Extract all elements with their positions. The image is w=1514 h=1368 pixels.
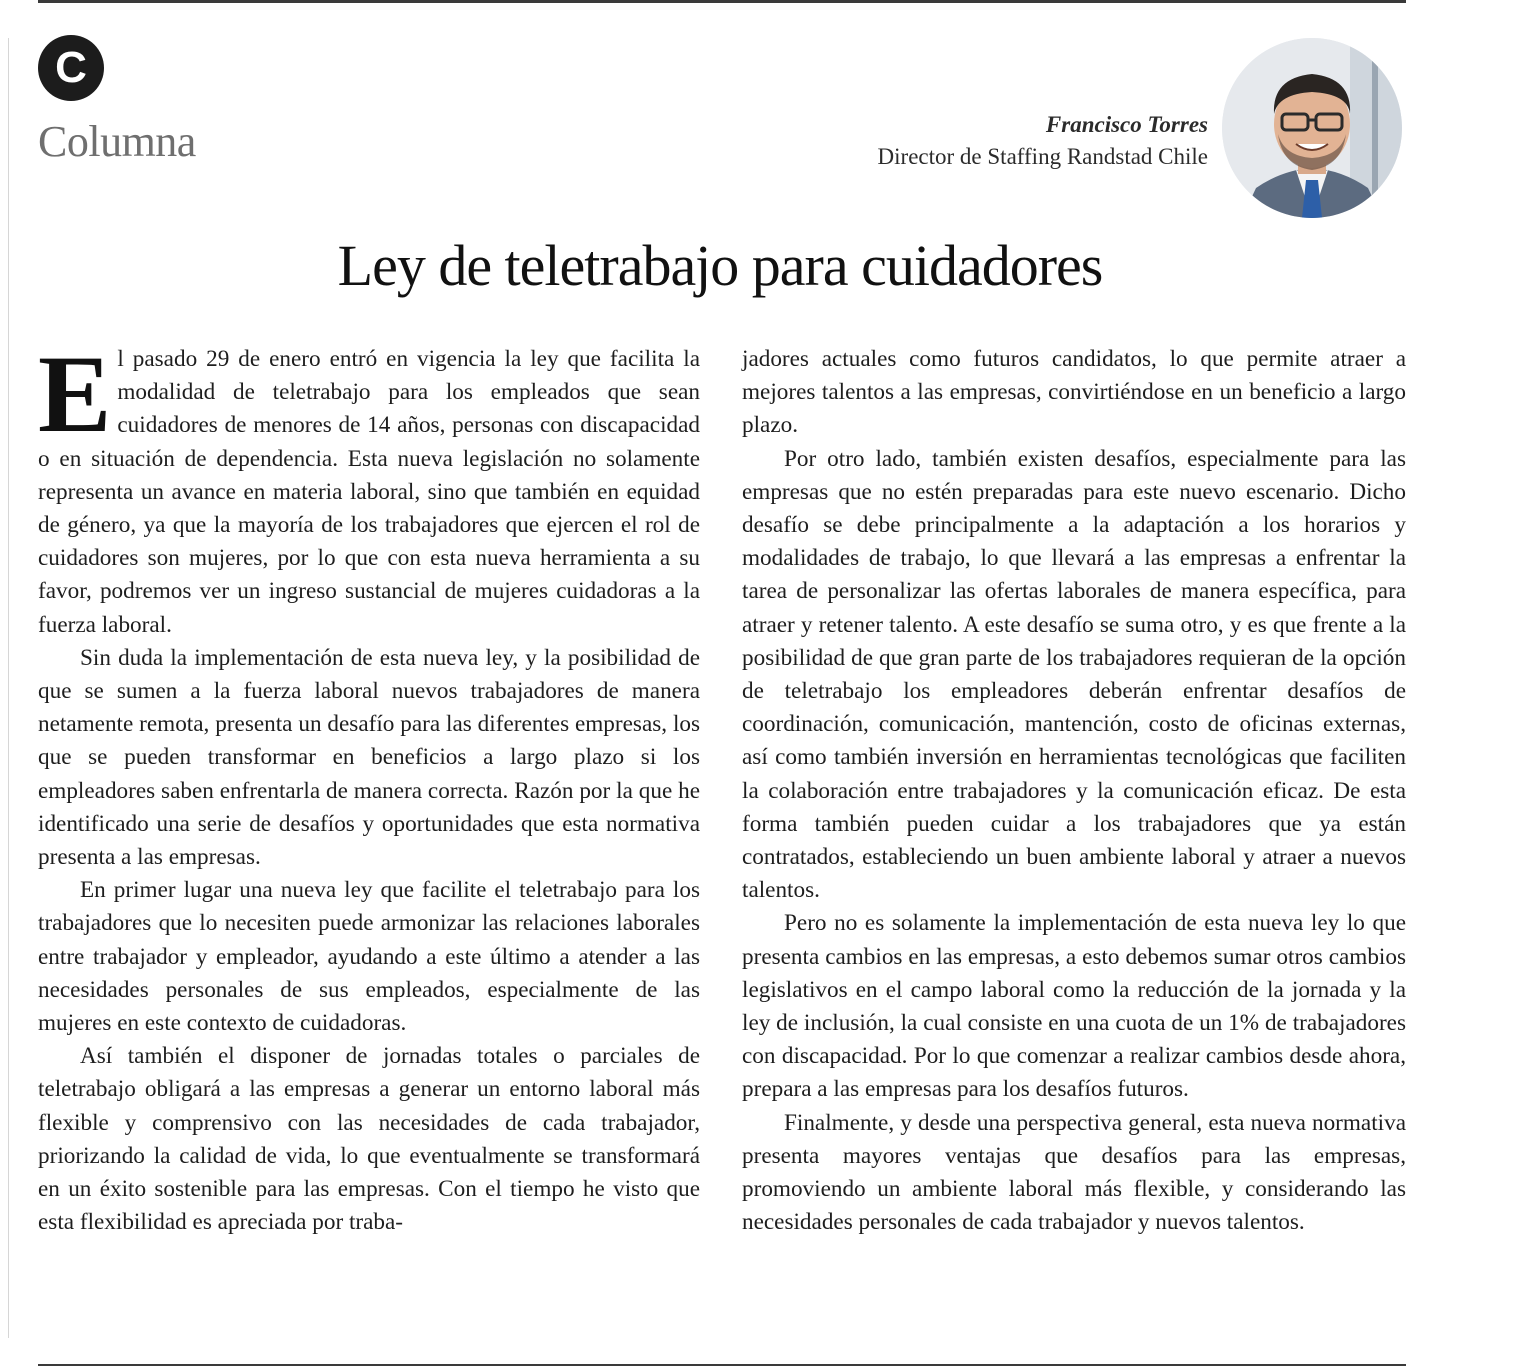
article-column-left: [38, 333, 700, 1239]
paragraph: jadores actuales como futuros candidatos, lo que permite atraer a mejores talentos a las empresas, convirtiéndose en un beneficio a largo plazo.: [742, 346, 1406, 439]
top-rule: [38, 0, 1406, 3]
paragraph: En primer lugar una nueva ley que facilite el teletrabajo para los trabajadores que lo necesiten puede armonizar las relaciones laborales entre trabajador y empleador, ayudando a este último a atender a las necesidades personales de sus empleados, especialmente de las mujeres en este contexto de cuidadoras.: [38, 877, 700, 1037]
dropcap: E: [38, 333, 112, 455]
paragraph: Así también el disponer de jornadas totales o parciales de teletrabajo obligará a las empresas a generar un entorno laboral más flexible y comprensivo con las necesidades de cada trabajador, priorizando la calidad de vida, lo que eventualmente se transformará en un éxito sostenible para las empresas. Con el tiempo he visto que esta flexibilidad es apreciada por traba-: [38, 1043, 700, 1236]
author-role: Director de Staffing Randstad Chile: [877, 144, 1208, 169]
author-name: Francisco Torres: [1045, 112, 1208, 137]
author-byline: [878, 110, 1208, 174]
paragraph: Finalmente, y desde una perspectiva general, esta nueva normativa presenta mayores ventajas que desafíos para las empresas, promoviendo un ambiente laboral más flexible, y considerando las necesidades personales de cada trabajador y nuevos talentos.: [742, 1109, 1406, 1236]
section-label: Columna: [38, 117, 196, 166]
author-photo: [1222, 38, 1402, 218]
section-badge: C: [38, 35, 104, 101]
bottom-rule: [38, 1364, 1406, 1366]
article-column-right: [742, 343, 1406, 1239]
paragraph: El pasado 29 de enero entró en vigencia la ley que facilita la modalidad de teletrabajo para los empleados que sean cuidadores de menores de 14 años, personas con discapacidad o en situación de dependencia. Esta nueva legislación no solamente representa un avance en materia laboral, sino que también en equidad de género, ya que la mayoría de los trabajadores que ejercen el rol de cuidadores son mujeres, por lo que con esta nueva herramienta a su favor, podremos ver un ingreso sustancial de mujeres cuidadoras a la fuerza laboral.: [38, 333, 700, 638]
paragraph: Por otro lado, también existen desafíos, especialmente para las empresas que no estén preparadas para este nuevo escenario. Dicho desafío se debe principalmente a la adaptación a los horarios y modalidades de trabajo, lo que llevará a las empresas a enfrentar la tarea de personalizar las ofertas laborales de manera específica, para atraer y retener talento. A este desafío se suma otro, y es que frente a la posibilidad de que gran parte de los trabajadores requieran de la opción de teletrabajo los empleadores deberán enfrentar desafíos de coordinación, comunicación, mantención, costo de oficinas externas, así como también inversión en herramientas tecnológicas que faciliten la colaboración entre trabajadores y la comunicación eficaz. De esta forma también pueden cuidar a los trabajadores que ya están contratados, estableciendo un buen ambiente laboral y atraer a nuevos talentos.: [742, 445, 1406, 904]
author-portrait-icon: [1222, 38, 1402, 218]
paragraph: Pero no es solamente la implementación de esta nueva ley lo que presenta cambios en las empresas, a esto debemos sumar otros cambios legislativos en el campo laboral como la reducción de la jornada y la ley de inclusión, la cual consiste en una cuota de un 1% de trabajadores con discapacidad. Por lo que comenzar a realizar cambios desde ahora, prepara a las empresas para los desafíos futuros.: [742, 910, 1406, 1103]
headline: Ley de teletrabajo para cuidadores: [337, 233, 1103, 298]
paragraph: Sin duda la implementación de esta nueva ley, y la posibilidad de que se sumen a la fuerza laboral nuevos trabajadores de manera netamente remota, presenta un desafío para las diferentes empresas, los que se pueden transformar en beneficios a largo plazo si los empleadores saben enfrentarla de manera correcta. Razón por la que he identificado una serie de desafíos y oportunidades que esta normativa presenta a las empresas.: [38, 644, 700, 871]
